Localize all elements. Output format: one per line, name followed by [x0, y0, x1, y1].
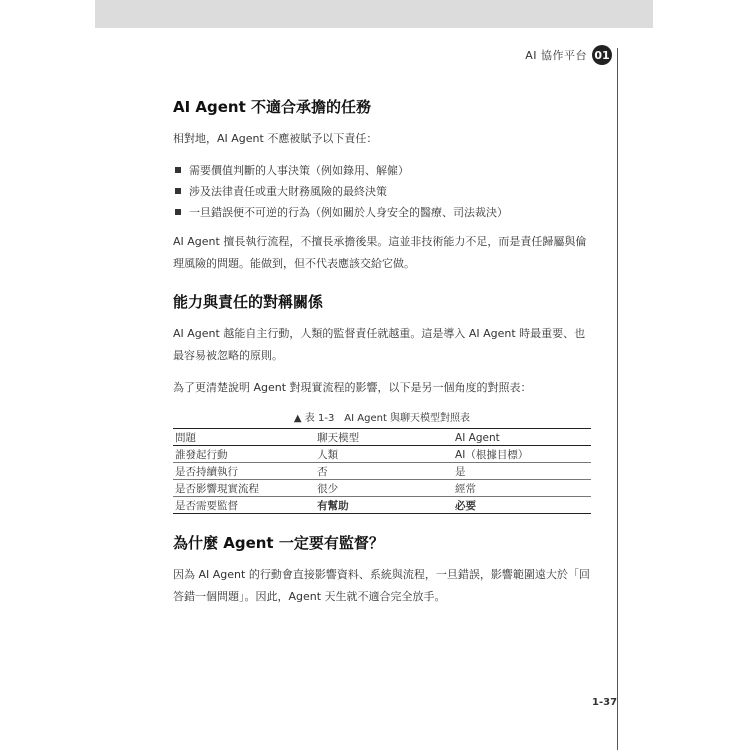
list-item: 需要價值判斷的人事決策（例如錄用、解僱） — [173, 160, 591, 181]
table-row — [173, 463, 591, 480]
table-cell: 是否持續執行 — [173, 463, 315, 480]
list-item: 一旦錯誤便不可逆的行為（例如關於人身安全的醫療、司法裁決） — [173, 202, 591, 223]
table-cell: 很少 — [315, 480, 453, 497]
table-cell: 必要 — [455, 500, 477, 512]
table-cell: 是否影響現實流程 — [173, 480, 315, 497]
table-cell: 經常 — [453, 480, 591, 497]
table-caption: ▲ 表 1-3 AI Agent 與聊天模型對照表 — [293, 413, 471, 424]
section1-paragraph: AI Agent 擅長執行流程，不擅長承擔後果。這並非技術能力不足，而是責任歸屬與倫理風險的問題。能做到，但不代表應該交給它做。 — [173, 235, 587, 270]
bullet-square-icon — [175, 167, 181, 173]
page-content — [173, 96, 591, 618]
section3-heading: 為什麼 Agent 一定要有監督？ — [173, 534, 384, 552]
section1-intro: 相對地，AI Agent 不應被賦予以下責任： — [173, 132, 378, 145]
table-cell: 是 — [453, 463, 591, 480]
section2-paragraph-2: 為了更清楚說明 Agent 對現實流程的影響，以下是另一個角度的對照表： — [173, 381, 532, 394]
bullet-square-icon — [175, 188, 181, 194]
table-row — [173, 480, 591, 497]
column-header: 問題 — [173, 429, 315, 446]
section2-paragraph-1: AI Agent 越能自主行動，人類的監督責任就越重。這是導入 AI Agent 時最重要、也最容易被忽略的原則。 — [173, 327, 586, 362]
table-header-row — [173, 429, 591, 446]
chapter-badge: 01 — [592, 45, 612, 65]
table-cell: AI（根據目標） — [453, 446, 591, 463]
running-header — [525, 45, 612, 65]
column-header: AI Agent — [453, 429, 591, 446]
table-cell: 否 — [315, 463, 453, 480]
list-item: 涉及法律責任或重大財務風險的最終決策 — [173, 181, 591, 202]
section3-paragraph: 因為 AI Agent 的行動會直接影響資料、系統與流程，一旦錯誤，影響範圍遠大於「回答錯一個問題」。因此，Agent 天生就不適合完全放手。 — [173, 568, 590, 603]
table-cell: 是否需要監督 — [175, 500, 238, 512]
table-row — [173, 497, 591, 514]
section1-heading: AI Agent 不適合承擔的任務 — [173, 98, 372, 116]
running-title: AI 協作平台 — [525, 49, 587, 62]
top-gray-band — [95, 0, 653, 28]
section1-bullet-list — [173, 160, 591, 223]
table-cell: 有幫助 — [317, 500, 349, 512]
table-cell: 誰發起行動 — [173, 446, 315, 463]
table-row — [173, 446, 591, 463]
section2-heading: 能力與責任的對稱關係 — [173, 293, 324, 311]
margin-rule — [617, 48, 618, 750]
bullet-square-icon — [175, 209, 181, 215]
comparison-table — [173, 428, 591, 514]
page-number: 1-37 — [592, 697, 618, 708]
table-cell: 人類 — [315, 446, 453, 463]
column-header: 聊天模型 — [315, 429, 453, 446]
